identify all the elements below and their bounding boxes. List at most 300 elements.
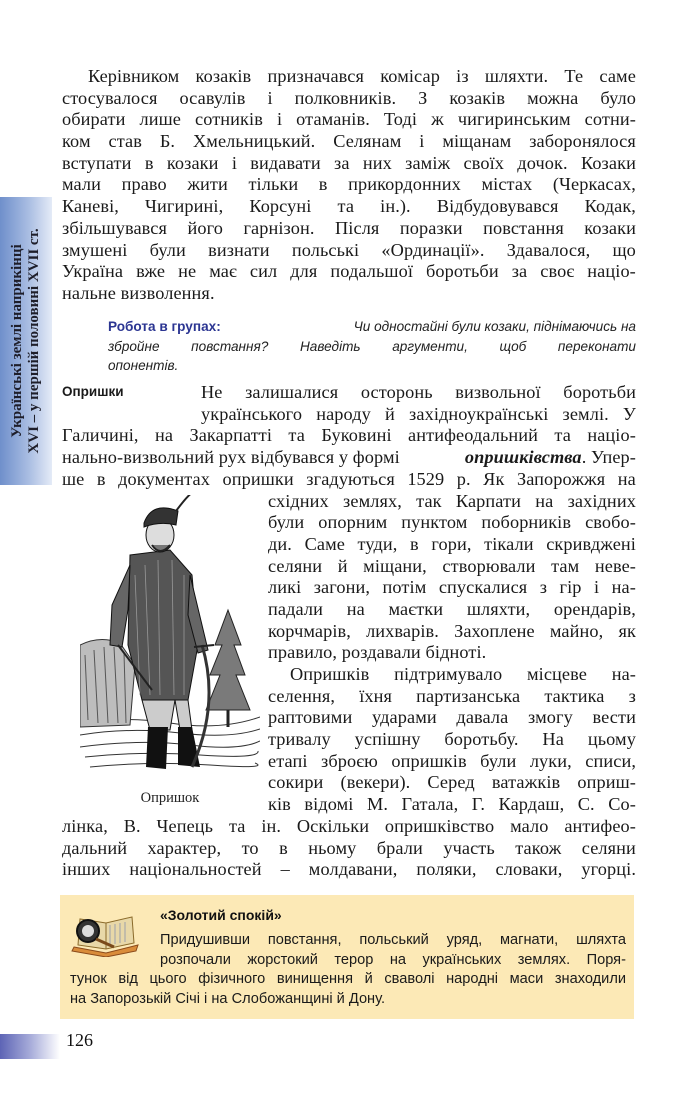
word: польські (291, 239, 360, 260)
word: своїх (463, 152, 505, 173)
text-line (268, 512, 636, 534)
word: та (288, 425, 305, 446)
word: Відбудовувався (436, 196, 559, 217)
word: орендарів, (553, 598, 636, 619)
word: Хмельницький. (192, 131, 316, 152)
word: маєтки (388, 598, 444, 619)
word: Оскільки (296, 816, 370, 836)
word: етапі (268, 750, 308, 771)
word: терор (334, 951, 374, 968)
word: своє (540, 261, 575, 282)
word: саме (599, 66, 636, 86)
text-line (62, 425, 636, 447)
word: «Ординації». (381, 239, 485, 260)
text-line (62, 218, 636, 240)
word: став (108, 131, 142, 152)
word: Чепець (156, 816, 214, 836)
word: й (385, 403, 395, 424)
word: із (456, 66, 469, 86)
text-line (62, 109, 636, 131)
word: народу (316, 403, 371, 424)
word: за (511, 261, 528, 282)
text-line (268, 556, 636, 578)
paragraph-3-bottom (62, 816, 636, 881)
word: опришки (222, 468, 294, 489)
word: антифеодальний (408, 425, 539, 446)
word: сваволі (384, 971, 435, 987)
word: отаманів. (296, 109, 370, 130)
page-number-bar (0, 1034, 60, 1059)
word: тікали (484, 533, 534, 554)
oprishok-engraving-icon (80, 495, 260, 785)
word: комісар (380, 66, 440, 86)
word: в (144, 152, 154, 173)
word: магнати, (500, 932, 559, 948)
task-label: Робота в групах: (108, 319, 221, 334)
word: ди. (268, 533, 292, 554)
word: молдавани, (308, 859, 398, 880)
word: спускалися (438, 577, 528, 598)
word: Селянам (333, 131, 402, 152)
word: Галичині, (62, 425, 139, 446)
word: падали (268, 598, 323, 619)
word: потім (382, 577, 427, 598)
word: землях, (343, 490, 402, 511)
word: оприш- (577, 772, 636, 793)
word: повстання, (267, 932, 342, 948)
word: в (410, 533, 419, 554)
word: Каневі, (62, 196, 119, 217)
word: Чигирині, (145, 196, 224, 217)
word: національностей (129, 859, 262, 880)
word: народні (446, 971, 499, 987)
word: за (334, 152, 350, 173)
text-line (268, 686, 636, 708)
word: успішну (354, 729, 421, 750)
task-line (108, 317, 636, 337)
word: Корсуні (249, 196, 312, 217)
text-line (62, 859, 636, 881)
word: шляхти, (466, 598, 531, 619)
word: міщанам (442, 131, 512, 152)
word: на (617, 468, 636, 489)
word: стосувалося (62, 87, 158, 108)
word: вступати (62, 152, 132, 173)
word: можна (527, 87, 579, 108)
word: заміж (405, 152, 451, 173)
task-text: Чи одностайні були козаки, піднімаючись на (353, 319, 636, 334)
text-line (62, 174, 636, 196)
word: луки, (529, 750, 572, 771)
word: згадуються (306, 468, 395, 489)
word: ударами (372, 707, 437, 728)
word: лінка, (62, 816, 108, 836)
word: були (268, 512, 305, 533)
word: селяни (581, 837, 636, 858)
word: містах (481, 174, 533, 195)
word: На (542, 729, 564, 750)
word: і (276, 109, 283, 130)
word: визнати (208, 239, 270, 260)
word: фізичного (198, 971, 266, 987)
word: тунок (70, 971, 107, 987)
word: осавулів (179, 87, 246, 108)
text-line (62, 447, 636, 469)
word: Г. (471, 794, 486, 815)
text-line (268, 729, 636, 751)
word: для (290, 261, 318, 282)
info-box-body (70, 931, 626, 1009)
word: українських (422, 951, 502, 968)
word: опришків (391, 750, 467, 771)
word: неве- (594, 555, 636, 576)
word: в (318, 174, 328, 195)
word: були (149, 239, 186, 260)
word: і (594, 577, 600, 598)
group-task (108, 317, 636, 376)
text-line (62, 66, 636, 88)
word: цього (149, 971, 187, 987)
word: боротьби (563, 382, 636, 402)
word: осторонь (360, 382, 433, 402)
word: В. (123, 816, 141, 836)
word: що (612, 239, 636, 260)
word: збільшувався (62, 217, 168, 238)
info-line (70, 970, 626, 990)
word: Серед (427, 772, 475, 793)
word: списи, (585, 750, 636, 771)
word: ком (62, 131, 91, 152)
word: вже (136, 261, 166, 282)
word: – (280, 859, 290, 880)
word: козаків (195, 66, 252, 86)
word: не (178, 261, 197, 282)
chapter-title-line-1: Українські землі наприкінці (9, 244, 25, 438)
word: й (364, 971, 373, 987)
word: свобо- (585, 512, 636, 533)
word: поляки, (416, 859, 477, 880)
text-line (62, 196, 636, 218)
word: тактика (544, 685, 605, 706)
word: їхня (359, 685, 392, 706)
word: землі. (562, 403, 609, 424)
word: ків (268, 794, 291, 815)
word: ше (62, 468, 85, 489)
word: на (389, 951, 407, 968)
word: поборників (481, 512, 572, 533)
word: та (554, 425, 571, 446)
word: мали (62, 174, 102, 195)
text-line (268, 621, 636, 643)
word: гір (559, 577, 582, 598)
word: також (515, 837, 562, 858)
task-text: збройне повстання? Наведіть аргументи, щоб переконати (108, 338, 636, 354)
text-line (62, 153, 636, 175)
word: Козаки (580, 152, 636, 173)
text-line (62, 838, 636, 860)
word: Керівником (88, 66, 180, 86)
word: боротьби (426, 261, 499, 282)
word: та (228, 816, 246, 836)
word: було (600, 87, 636, 108)
word: С. (577, 794, 595, 815)
word: У (622, 403, 636, 424)
word: козаки (166, 152, 219, 173)
word: змогу (528, 707, 573, 728)
word: (Черкасах, (552, 174, 636, 195)
word: гори, (431, 533, 472, 554)
word: вести (592, 707, 636, 728)
word: зброєю (321, 750, 378, 771)
text-line (62, 816, 636, 838)
word: Поря- (586, 951, 626, 968)
paragraph-2-top (201, 382, 636, 425)
word: місцеве (526, 664, 587, 684)
word: ін. (261, 816, 282, 836)
word: З (418, 87, 428, 108)
word: Кодак, (584, 196, 636, 217)
text-line (268, 534, 636, 556)
word: брали (376, 837, 423, 858)
text-line (268, 707, 636, 729)
word: боротьбу. (444, 729, 519, 750)
word: тривалу (268, 729, 331, 750)
word: Карпати (455, 490, 521, 511)
word: дочок. (517, 152, 568, 173)
word: в (279, 837, 288, 858)
word: знаходили (554, 971, 626, 987)
word: націо- (587, 261, 636, 282)
word: то (241, 837, 259, 858)
word: полковників. (294, 87, 397, 108)
word: ликі (268, 577, 302, 598)
word: козаки (584, 217, 636, 238)
word: відомі (304, 794, 354, 815)
word: українського (201, 403, 303, 424)
word: і (267, 87, 273, 108)
paragraph-2-right (268, 491, 636, 665)
word: пунктом (401, 512, 468, 533)
word: змушені (62, 239, 128, 260)
info-line (160, 931, 626, 951)
word: повстання (483, 217, 564, 238)
word: інших (62, 859, 111, 880)
word: і (419, 131, 425, 152)
word: право (121, 174, 167, 195)
word: Захоплене (454, 620, 535, 641)
word: жорстокий (247, 951, 318, 968)
word: були (480, 750, 517, 771)
word: дальний (62, 837, 128, 858)
word: уряд, (446, 932, 483, 948)
word: подальшої (330, 261, 414, 282)
word: заборонялося (529, 131, 636, 152)
text-line (268, 664, 636, 686)
word: опорним (318, 512, 388, 533)
word: участь (443, 837, 495, 858)
word: від (118, 971, 138, 987)
paragraph-1 (62, 66, 636, 305)
word: прикордонних (348, 174, 461, 195)
word: шляхта (576, 932, 626, 948)
word: скривджені (546, 533, 636, 554)
word: Як (483, 468, 505, 489)
word: визвольної (455, 382, 541, 402)
text-line (268, 794, 636, 816)
word: документах (118, 468, 211, 489)
word: Со- (608, 794, 636, 815)
word: сотни- (584, 109, 636, 130)
word: Кардаш, (498, 794, 565, 815)
word: ньому (308, 837, 357, 858)
text-line (268, 491, 636, 513)
task-line: опонентів. (108, 358, 179, 373)
word: селяни (268, 555, 323, 576)
word: польський (359, 932, 429, 948)
text-line (268, 751, 636, 773)
text-line (201, 382, 636, 404)
word: партизанська (416, 685, 521, 706)
text-line (62, 261, 636, 283)
word: Те (564, 66, 584, 86)
word: видавати (250, 152, 321, 173)
word: тільки (248, 174, 299, 195)
word: угорці. (581, 859, 636, 880)
text-fragment: нально-визвольний рух відбувався у формі (62, 447, 400, 468)
word: залишалися (245, 382, 339, 402)
figure-caption: Опришок (140, 790, 200, 806)
text-line (268, 577, 636, 599)
word: (векери). (340, 772, 411, 793)
word: мало (510, 816, 549, 836)
text-line (62, 131, 636, 153)
word: характер, (147, 837, 222, 858)
word: Гатала, (401, 794, 459, 815)
word: націо- (587, 425, 636, 446)
word: туди, (357, 533, 398, 554)
word: підтримувало (394, 664, 503, 684)
text-line: нальне визволення. (62, 282, 215, 303)
word: ж (431, 109, 444, 130)
word: антифео- (564, 816, 636, 836)
paragraph-2-middle (62, 425, 636, 490)
word: там (551, 555, 580, 576)
word: так (416, 490, 442, 511)
text-line: правило, роздавали бідноті. (268, 642, 487, 663)
info-box-golden-peace (60, 895, 634, 1019)
text-fragment (465, 447, 636, 469)
word: Саме (304, 533, 345, 554)
word: лихварів. (366, 620, 439, 641)
word: на- (611, 577, 636, 598)
word: на (535, 490, 554, 511)
word: шляхти. (484, 66, 549, 86)
word: та (337, 196, 355, 217)
word: Здавалося, (506, 239, 591, 260)
word: сил (249, 261, 278, 282)
word: ін.). (380, 196, 411, 217)
text-line (268, 599, 636, 621)
chapter-side-tab (0, 197, 52, 485)
word: загони, (313, 577, 371, 598)
word: Запорожжя (516, 468, 606, 489)
word: ватажків (491, 772, 561, 793)
word: опришківство (384, 816, 495, 836)
word: сокири (268, 772, 324, 793)
word: його (187, 217, 223, 238)
word: майно, (549, 620, 604, 641)
word: жити (187, 174, 228, 195)
word: давала (456, 707, 509, 728)
word: землях. (517, 951, 571, 968)
chapter-title-line-2: XVI – у першій половині XVII ст. (26, 228, 42, 454)
term-oprishkivstvo: опришківства (464, 447, 582, 468)
paragraph-3-right (268, 664, 636, 816)
word: них (362, 152, 392, 173)
word: селення, (268, 685, 336, 706)
word: і (231, 152, 237, 173)
word: лише (139, 109, 181, 130)
word: на (346, 598, 365, 619)
word: на- (611, 664, 636, 684)
word: Б. (159, 131, 176, 152)
word: р. (456, 468, 471, 489)
word: з (539, 577, 548, 598)
word: Придушивши (160, 932, 251, 948)
word: цьому (587, 729, 636, 750)
word: Україна (62, 261, 124, 282)
word: винищення (276, 971, 353, 987)
word: на (154, 425, 174, 446)
chapter-title-vertical (0, 197, 52, 485)
word: й (337, 555, 348, 576)
word: гарнізон. (243, 217, 315, 238)
word: Буковині (321, 425, 392, 446)
word: розпочали (160, 951, 231, 968)
word: М. (366, 794, 388, 815)
word: створювали (442, 555, 536, 576)
word: з (628, 685, 636, 706)
word: міщани, (363, 555, 427, 576)
word: західних (567, 490, 636, 511)
word: словаки, (495, 859, 563, 880)
text-line (201, 404, 636, 426)
text-fragment: . Упер- (581, 447, 636, 468)
word: 1529 (407, 468, 445, 489)
word: Закарпатті (189, 425, 273, 446)
info-box-title: «Золотий спокій» (160, 907, 282, 923)
word: призначався (267, 66, 365, 86)
word: поразки (399, 217, 463, 238)
text-line (62, 469, 636, 491)
task-line (108, 337, 636, 357)
word: сотників (194, 109, 263, 130)
oprishok-illustration (80, 495, 260, 785)
word: Опришків (290, 664, 370, 684)
word: Після (335, 217, 380, 238)
info-line: на Запорозькій Січі і на Слобожанщині й Дону. (70, 990, 386, 1007)
word: має (209, 261, 237, 282)
section-label-oprishky: Опришки (62, 384, 124, 399)
word: козаків (449, 87, 506, 108)
text-line (62, 240, 636, 262)
word: обирати (62, 109, 126, 130)
word: корчмарів, (268, 620, 351, 641)
text-line (268, 772, 636, 794)
word: Не (201, 382, 223, 402)
word: раптовими (268, 707, 353, 728)
info-line (160, 951, 626, 971)
